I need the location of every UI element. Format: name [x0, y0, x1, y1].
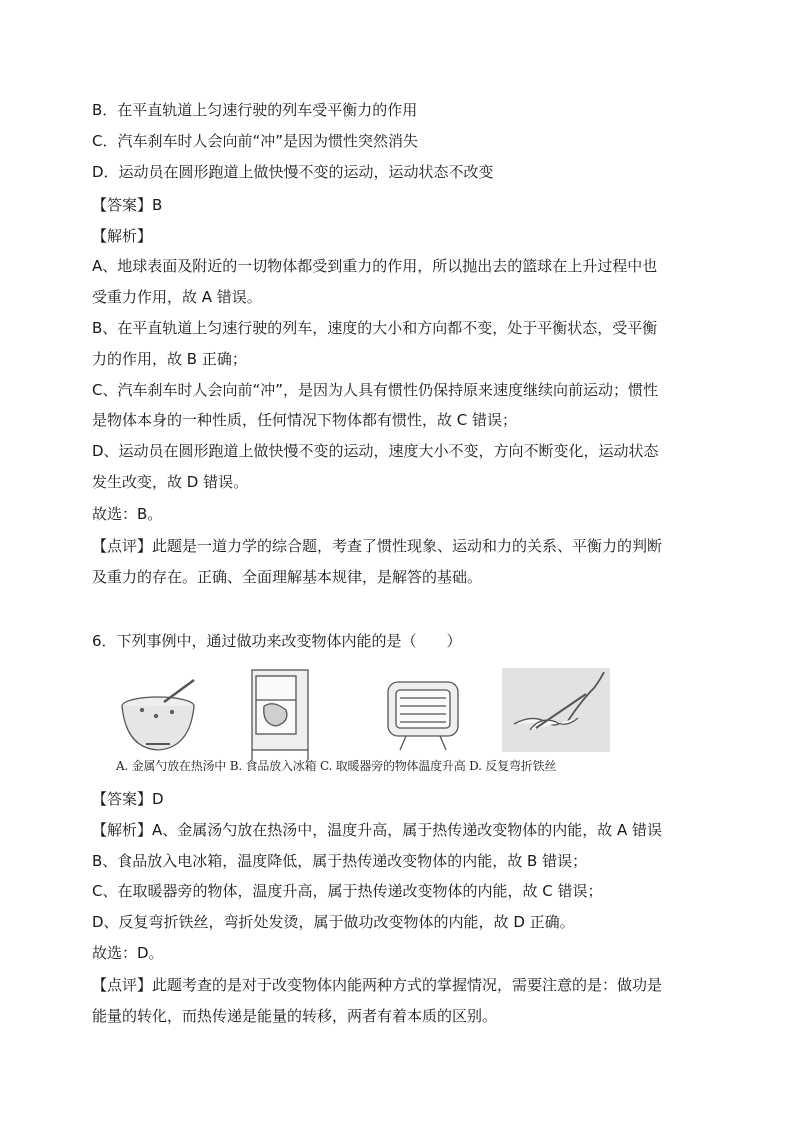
bowl-with-spoon-illustration — [122, 680, 194, 750]
choice-line: 故选：D。 — [92, 944, 164, 962]
analysis-line: 发生改变，故 D 错误。 — [92, 473, 249, 491]
choice-line: 故选：B。 — [92, 505, 163, 523]
analysis-line: A、地球表面及附近的一切物体都受到重力的作用，所以抛出去的篮球在上升过程中也 — [92, 257, 658, 275]
analysis-line: B、食品放入电冰箱，温度降低，属于热传递改变物体的内能，故 B 错误； — [92, 852, 588, 870]
answer-label: 【答案】D — [92, 790, 164, 808]
analysis-line: B、在平直轨道上匀速行驶的列车，速度的大小和方向都不变，处于平衡状态，受平衡 — [92, 319, 658, 337]
analysis-line: 是物体本身的一种性质，任何情况下物体都有惯性，故 C 错误； — [92, 411, 518, 429]
analysis-line: C、在取暖器旁的物体，温度升高，属于热传递改变物体的内能，故 C 错误； — [92, 882, 603, 900]
option-d: D．运动员在圆形跑道上做快慢不变的运动，运动状态不改变 — [92, 163, 494, 181]
question-6-stem: 6．下列事例中，通过做功来改变物体内能的是（ ） — [92, 632, 462, 650]
bending-wire-illustration — [502, 668, 610, 752]
comment-line: 【点评】此题是一道力学的综合题，考查了惯性现象、运动和力的关系、平衡力的判断 — [92, 537, 663, 555]
answer-label: 【答案】B — [92, 196, 163, 214]
analysis-line: 力的作用，故 B 正确； — [92, 350, 247, 368]
analysis-line: 受重力作用，故 A 错误。 — [92, 288, 262, 306]
analysis-line: D、运动员在圆形跑道上做快慢不变的运动，速度大小不变，方向不断变化，运动状态 — [92, 442, 659, 460]
comment-line: 【点评】此题考查的是对于改变物体内能两种方式的掌握情况，需要注意的是：做功是 — [92, 976, 663, 994]
option-b: B．在平直轨道上匀速行驶的列车受平衡力的作用 — [92, 101, 418, 119]
analysis-line: 【解析】A、金属汤勺放在热汤中，温度升高，属于热传递改变物体的内能，故 A 错误 — [92, 821, 663, 839]
illustration-captions: A. 金属勺放在热汤中 B. 食品放入冰箱 C. 取暖器旁的物体温度升高 D. 反复弯折铁丝 — [116, 759, 557, 773]
analysis-heading: 【解析】 — [92, 227, 153, 245]
analysis-line: D、反复弯折铁丝，弯折处发烫，属于做功改变物体的内能，故 D 正确。 — [92, 913, 575, 931]
heater-illustration — [388, 682, 458, 750]
comment-line: 及重力的存在。正确、全面理解基本规律，是解答的基础。 — [92, 568, 483, 586]
analysis-line: C、汽车刹车时人会向前“冲”，是因为人具有惯性仍保持原来速度继续向前运动；惯性 — [92, 381, 659, 399]
comment-line: 能量的转化，而热传递是能量的转移，两者有着本质的区别。 — [92, 1007, 498, 1025]
option-c: C．汽车刹车时人会向前“冲”是因为惯性突然消失 — [92, 132, 419, 150]
refrigerator-illustration — [252, 670, 308, 760]
